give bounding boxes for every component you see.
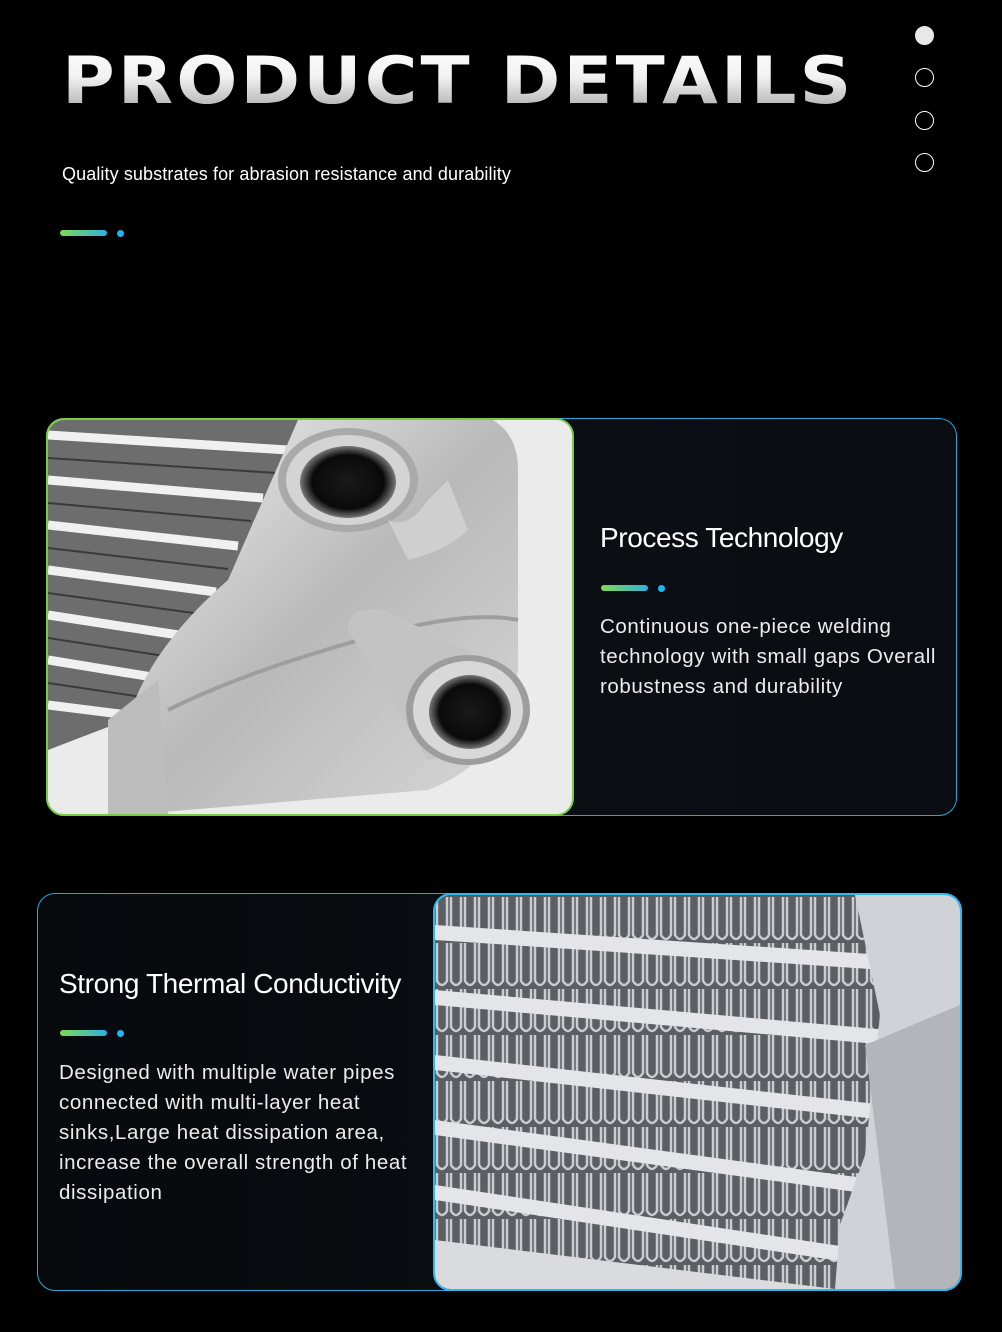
accent-bar [601,585,648,591]
accent-bar [60,1030,107,1036]
pager-dot-1[interactable] [915,26,934,45]
accent-dot [658,585,665,592]
section-heading-thermal: Strong Thermal Conductivity [59,968,401,999]
section-heading-process: Process Technology [600,522,843,553]
radiator-tank-photo [46,418,574,816]
page-title: PRODUCT DETAILS [62,40,854,121]
section-accent-divider [601,585,671,591]
pager-dot-3[interactable] [915,111,934,130]
header-accent-divider [60,230,130,236]
section-body-process: Continuous one-piece welding technology with small gaps Overall robustness and durability [600,615,937,698]
pager-dot-4[interactable] [915,153,934,172]
section-accent-divider [60,1030,130,1036]
accent-bar [60,230,107,236]
page-subtitle: Quality substrates for abrasion resistance and durability [62,164,511,184]
accent-dot [117,1030,124,1037]
radiator-tank-illustration [48,420,572,814]
section-body-thermal: Designed with multiple water pipes connected with multi-layer heat sinks,Large heat dissipation area, increase the overall strength of heat dissipation [59,1061,408,1204]
pager-dot-2[interactable] [915,68,934,87]
radiator-core-photo [433,893,962,1291]
radiator-core-illustration [435,895,960,1289]
accent-dot [117,230,124,237]
